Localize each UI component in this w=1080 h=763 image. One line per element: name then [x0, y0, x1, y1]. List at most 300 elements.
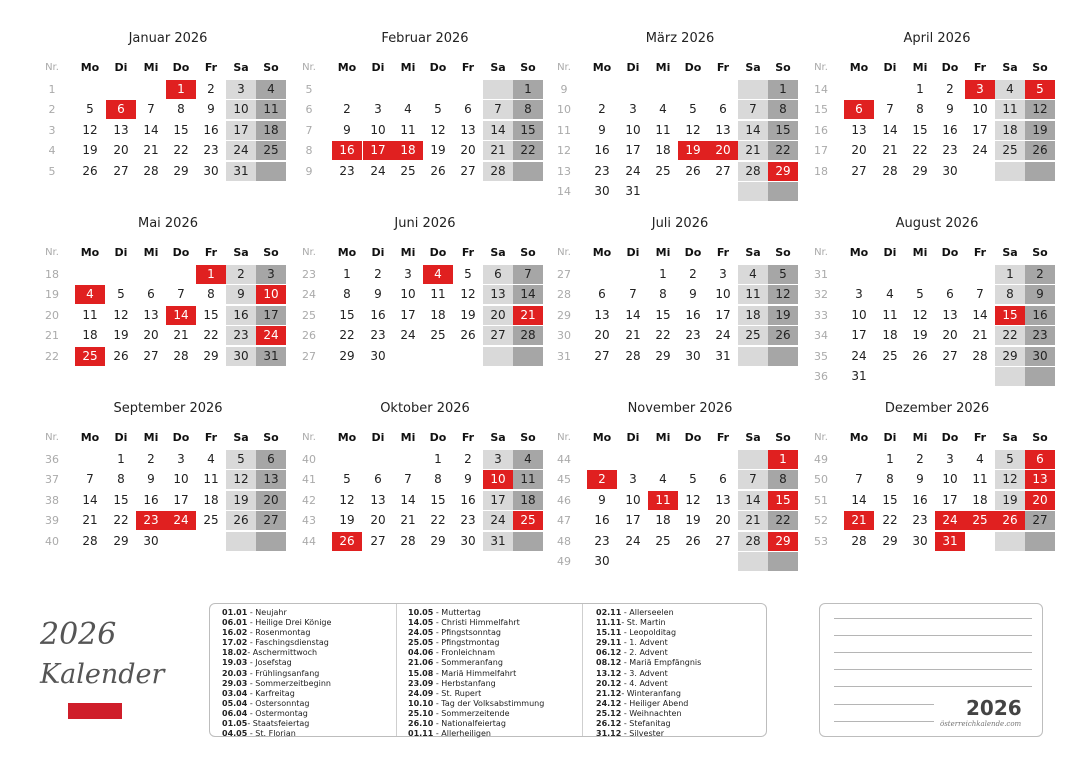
holiday-day: 10 — [483, 470, 513, 489]
weekday-header: Mi — [912, 246, 928, 259]
weekday-header: Mi — [400, 61, 416, 74]
weekend-day: 31 — [226, 162, 256, 181]
calendar-day: 16 — [370, 307, 386, 322]
holiday-name: - Sommerzeitende — [433, 708, 510, 718]
weekend-day: 1 — [513, 80, 543, 99]
weekend-day: 19 — [995, 491, 1025, 510]
calendar-day: 11 — [972, 472, 988, 487]
holiday-name: - Neujahr — [247, 608, 287, 617]
calendar-day: 25 — [655, 533, 671, 548]
calendar-day: 29 — [912, 163, 928, 178]
weekend-day: 26 — [768, 326, 798, 345]
calendar-day: 10 — [173, 472, 189, 487]
week-number: 14 — [557, 185, 571, 198]
weekday-header: Fr — [716, 431, 730, 444]
week-number: 1 — [48, 83, 56, 96]
weekday-header: Sa — [745, 61, 761, 74]
weekday-header: So — [520, 431, 536, 444]
calendar-day: 3 — [629, 102, 637, 117]
calendar-day: 30 — [942, 163, 958, 178]
calendar-day: 15 — [203, 307, 219, 322]
weekend-day: 1 — [768, 80, 798, 99]
holiday-date: 29.11 — [596, 638, 622, 648]
holiday-day: 29 — [768, 162, 798, 181]
weekend-day: 16 — [226, 306, 256, 325]
weekend-day: 18 — [738, 306, 768, 325]
week-number: 19 — [45, 288, 59, 302]
calendar-day: 8 — [207, 287, 215, 302]
month-title: Oktober 2026 — [380, 401, 470, 416]
calendar-day: 8 — [177, 102, 185, 117]
calendar-day: 17 — [400, 307, 416, 322]
calendar-day: 30 — [143, 533, 159, 548]
calendar-day: 2 — [946, 82, 954, 96]
week-number: 13 — [557, 164, 571, 178]
weekend-day: 11 — [513, 470, 543, 489]
holiday-day: 16 — [332, 141, 362, 160]
weekday-header: Mi — [655, 431, 671, 444]
weekend-day: 26 — [1025, 141, 1055, 160]
weekend-day: 3 — [483, 450, 513, 469]
holiday-day: 15 — [995, 306, 1025, 325]
holiday-day: 13 — [1025, 470, 1055, 489]
calendar-day: 29 — [430, 533, 446, 548]
week-number: 53 — [814, 534, 828, 548]
calendar-day: 26 — [113, 348, 129, 363]
calendar-day: 13 — [715, 492, 731, 507]
week-number: 34 — [814, 329, 828, 343]
calendar-day: 8 — [343, 287, 351, 302]
calendar-day: 3 — [374, 102, 382, 117]
holiday-name: - St. Florian — [247, 729, 296, 739]
weekday-header: Fr — [204, 431, 218, 444]
holiday-day: 1 — [166, 80, 196, 99]
calendar-day: 14 — [143, 122, 159, 137]
calendar-day: 12 — [82, 122, 98, 137]
calendar-day: 22 — [339, 328, 355, 343]
holiday-date: 08.12 — [596, 658, 622, 668]
holiday-name: - Pfingstmontag — [433, 638, 500, 648]
calendar-day: 3 — [404, 267, 412, 281]
holiday-entry — [408, 719, 592, 729]
weekday-header: So — [520, 246, 536, 259]
month-block — [295, 0, 555, 185]
holiday-list — [209, 603, 767, 737]
calendar-day: 8 — [659, 287, 667, 302]
calendar-day: 7 — [404, 472, 412, 487]
weekday-header: Nr. — [557, 432, 571, 443]
holiday-name: - Josefstag — [247, 658, 292, 668]
holiday-date: 29.03 — [222, 678, 248, 688]
calendar-day: 1 — [117, 452, 125, 466]
weekday-header: Mo — [849, 431, 869, 444]
notes-box — [819, 603, 1043, 737]
weekend-day: 15 — [513, 121, 543, 140]
calendar-day: 18 — [655, 143, 671, 158]
week-number: 36 — [45, 453, 59, 466]
calendar-day: 7 — [629, 287, 637, 302]
holiday-date: 04.06 — [408, 648, 434, 658]
holiday-name: - St. Rupert — [433, 688, 482, 698]
calendar-day: 28 — [143, 163, 159, 178]
calendar-day: 29 — [339, 348, 355, 363]
holiday-date: 15.08 — [408, 668, 434, 678]
calendar-day: 4 — [886, 287, 894, 302]
calendar-day: 20 — [594, 328, 610, 343]
holiday-name: - Ostermontag — [247, 708, 308, 718]
calendar-day: 12 — [685, 122, 701, 137]
weekday-header: Mo — [592, 61, 612, 74]
calendar-day: 1 — [886, 452, 894, 466]
holiday-date: 20.03 — [222, 668, 248, 678]
calendar-day: 30 — [685, 348, 701, 363]
weekday-header: Mi — [143, 61, 159, 74]
calendar-day: 7 — [976, 287, 984, 302]
weekday-header: Nr. — [814, 62, 828, 73]
calendar-day: 18 — [655, 513, 671, 528]
holiday-column — [596, 608, 780, 739]
calendar-day: 10 — [625, 492, 641, 507]
weekday-header: Fr — [204, 61, 218, 74]
calendar-day: 9 — [598, 492, 606, 507]
calendar-day: 24 — [972, 143, 988, 158]
weekday-header: Mo — [337, 61, 357, 74]
calendar-day: 21 — [882, 143, 898, 158]
weekend-day — [995, 532, 1025, 551]
holiday-date: 24.05 — [408, 628, 434, 638]
calendar-day: 21 — [400, 513, 416, 528]
holiday-name: - Silvester — [621, 729, 664, 739]
holiday-name: - Ostersonntag — [247, 698, 310, 708]
calendar-day: 28 — [972, 348, 988, 363]
weekend-day — [738, 347, 768, 366]
calendar-day: 5 — [434, 102, 442, 117]
calendar-day: 24 — [715, 328, 731, 343]
weekend-day: 25 — [995, 141, 1025, 160]
weekend-day: 16 — [1025, 306, 1055, 325]
holiday-day: 6 — [1025, 450, 1055, 469]
calendar-day: 15 — [912, 122, 928, 137]
weekend-day: 23 — [226, 326, 256, 345]
calendar-day: 9 — [598, 122, 606, 137]
weekday-header: Do — [172, 246, 190, 259]
week-number: 15 — [814, 103, 828, 117]
holiday-entry — [596, 709, 780, 719]
holiday-name: - Allerheiligen — [433, 729, 492, 739]
month-block — [295, 370, 555, 555]
holiday-date: 24.12 — [596, 698, 622, 708]
month-block — [38, 0, 298, 185]
calendar-day: 13 — [460, 122, 476, 137]
weekday-header: Mo — [592, 431, 612, 444]
calendar-day: 18 — [972, 492, 988, 507]
calendar-day: 12 — [113, 307, 129, 322]
calendar-day: 25 — [203, 513, 219, 528]
holiday-name: - Stefanitag — [621, 719, 671, 729]
weekday-header: Di — [626, 431, 640, 444]
calendar-day: 25 — [400, 163, 416, 178]
calendar-day: 2 — [343, 102, 351, 117]
calendar-day: 11 — [82, 307, 98, 322]
holiday-date: 25.05 — [408, 638, 434, 648]
holiday-date: 21.12 — [596, 688, 622, 698]
weekend-day — [483, 80, 513, 99]
calendar-day: 20 — [942, 328, 958, 343]
week-number: 51 — [814, 493, 828, 507]
calendar-day: 16 — [685, 307, 701, 322]
calendar-day: 22 — [430, 513, 446, 528]
calendar-day: 20 — [851, 143, 867, 158]
holiday-date: 26.12 — [596, 719, 622, 729]
calendar-day: 13 — [594, 307, 610, 322]
calendar-day: 23 — [942, 143, 958, 158]
holiday-entry — [222, 618, 406, 628]
holiday-name: - Karfreitag — [247, 688, 295, 698]
calendar-day: 10 — [942, 472, 958, 487]
weekend-day: 10 — [226, 100, 256, 119]
holiday-date: 13.12 — [596, 668, 622, 678]
month-title: November 2026 — [627, 401, 733, 416]
holiday-day: 29 — [768, 532, 798, 551]
holiday-entry — [222, 719, 406, 729]
calendar-day: 16 — [594, 143, 610, 158]
holiday-name: - Tag der Volksabstimmung — [433, 698, 545, 708]
holiday-entry — [408, 669, 592, 679]
weekend-day — [226, 532, 256, 551]
weekend-day: 11 — [256, 100, 286, 119]
note-line — [834, 686, 1032, 687]
week-number: 31 — [557, 349, 571, 363]
weekend-day — [256, 162, 286, 181]
holiday-name: - Herbstanfang — [433, 678, 496, 688]
week-number: 49 — [814, 453, 828, 466]
calendar-day: 17 — [942, 492, 958, 507]
weekday-header: Mi — [912, 61, 928, 74]
week-number: 29 — [557, 308, 571, 322]
month-block — [295, 185, 555, 370]
calendar-day: 5 — [86, 102, 94, 117]
weekend-day: 22 — [768, 141, 798, 160]
holiday-date: 31.12 — [596, 729, 622, 739]
weekday-header: Fr — [973, 431, 987, 444]
weekday-header: Fr — [973, 61, 987, 74]
week-number: 42 — [302, 493, 316, 507]
calendar-day: 7 — [86, 472, 94, 487]
calendar-day: 10 — [370, 122, 386, 137]
week-number: 27 — [302, 349, 316, 363]
holiday-day: 21 — [844, 511, 874, 530]
calendar-day: 6 — [598, 287, 606, 302]
week-number: 40 — [45, 534, 59, 548]
weekend-day: 28 — [738, 162, 768, 181]
calendar-day: 21 — [972, 328, 988, 343]
calendar-day: 9 — [946, 102, 954, 117]
calendar-day: 30 — [203, 163, 219, 178]
week-number: 24 — [302, 288, 316, 302]
holiday-entry — [596, 689, 780, 699]
calendar-day: 30 — [370, 348, 386, 363]
weekend-day: 14 — [513, 285, 543, 304]
weekend-day: 6 — [256, 450, 286, 469]
calendar-day: 28 — [400, 533, 416, 548]
weekday-header: Fr — [204, 246, 218, 259]
weekend-day: 7 — [483, 100, 513, 119]
calendar-day: 24 — [625, 163, 641, 178]
holiday-day: 31 — [935, 532, 965, 551]
calendar-day: 5 — [343, 472, 351, 487]
calendar-day: 25 — [882, 348, 898, 363]
weekday-header: Di — [883, 431, 897, 444]
holiday-entry — [408, 638, 592, 648]
weekday-header: Do — [684, 431, 702, 444]
weekend-day — [513, 532, 543, 551]
holiday-name: - Leopolditag — [621, 628, 677, 638]
week-number: 12 — [557, 144, 571, 158]
calendar-day: 10 — [625, 122, 641, 137]
calendar-day: 24 — [851, 348, 867, 363]
calendar-day: 9 — [343, 122, 351, 137]
holiday-date: 23.09 — [408, 678, 434, 688]
weekday-header: Sa — [490, 246, 506, 259]
calendar-day: 18 — [430, 307, 446, 322]
calendar-day: 30 — [460, 533, 476, 548]
holiday-day: 4 — [75, 285, 105, 304]
calendar-day: 27 — [715, 163, 731, 178]
holiday-date: 01.11 — [408, 729, 434, 739]
week-number: 5 — [305, 83, 313, 96]
calendar-day: 1 — [916, 82, 924, 96]
calendar-day: 25 — [655, 163, 671, 178]
week-number: 9 — [560, 83, 568, 96]
weekday-header: Do — [684, 246, 702, 259]
calendar-day: 11 — [655, 122, 671, 137]
holiday-day: 20 — [708, 141, 738, 160]
holiday-date: 20.12 — [596, 678, 622, 688]
calendar-day: 13 — [715, 122, 731, 137]
calendar-day: 30 — [912, 533, 928, 548]
calendar-day: 28 — [625, 348, 641, 363]
calendar-day: 31 — [715, 348, 731, 363]
holiday-entry — [222, 628, 406, 638]
calendar-day: 19 — [685, 513, 701, 528]
holiday-date: 06.01 — [222, 618, 248, 628]
weekday-header: Nr. — [45, 247, 59, 258]
calendar-day: 12 — [685, 492, 701, 507]
calendar-day: 31 — [851, 369, 867, 383]
holiday-day: 1 — [196, 265, 226, 284]
calendar-day: 5 — [117, 287, 125, 302]
month-block — [38, 370, 298, 555]
calendar-day: 2 — [598, 102, 606, 117]
weekday-header: Di — [114, 61, 128, 74]
holiday-entry — [408, 679, 592, 689]
holiday-day: 17 — [363, 141, 393, 160]
holiday-entry — [222, 669, 406, 679]
holiday-date: 21.06 — [408, 658, 434, 668]
calendar-day: 26 — [82, 163, 98, 178]
holiday-name: - Weihnachten — [621, 708, 682, 718]
week-number: 11 — [557, 123, 571, 137]
weekend-day: 20 — [256, 491, 286, 510]
weekday-header: Fr — [461, 431, 475, 444]
calendar-day: 29 — [173, 163, 189, 178]
holiday-day: 1 — [768, 450, 798, 469]
weekend-day: 13 — [256, 470, 286, 489]
holiday-date: 16.02 — [222, 628, 248, 638]
calendar-day: 13 — [370, 492, 386, 507]
holiday-name: - Sommerzeitbeginn — [247, 678, 331, 688]
calendar-day: 10 — [715, 287, 731, 302]
holiday-day: 24 — [256, 326, 286, 345]
calendar-day: 26 — [460, 328, 476, 343]
month-block — [807, 185, 1067, 383]
month-block — [807, 370, 1067, 555]
weekday-header: Di — [626, 61, 640, 74]
week-number: 44 — [557, 453, 571, 466]
weekend-day: 5 — [768, 265, 798, 284]
week-number: 20 — [45, 308, 59, 322]
weekend-day: 14 — [738, 491, 768, 510]
weekday-header: Mo — [337, 431, 357, 444]
weekend-day: 2 — [1025, 265, 1055, 284]
calendar-day: 3 — [629, 472, 637, 487]
calendar-day: 26 — [685, 533, 701, 548]
week-number: 17 — [814, 144, 828, 158]
weekend-day: 19 — [226, 491, 256, 510]
holiday-name: - Muttertag — [433, 608, 481, 617]
week-number: 48 — [557, 534, 571, 548]
holiday-name: - Nationalfeiertag — [433, 719, 506, 729]
holiday-date: 18.02 — [222, 648, 248, 658]
holiday-name: - Heiliger Abend — [621, 698, 689, 708]
weekday-header: Do — [429, 61, 447, 74]
holiday-entry — [222, 709, 406, 719]
week-number: 28 — [557, 288, 571, 302]
week-number: 14 — [814, 83, 828, 96]
holiday-day: 6 — [106, 100, 136, 119]
calendar-day: 21 — [173, 328, 189, 343]
calendar-day: 14 — [82, 492, 98, 507]
calendar-day: 29 — [113, 533, 129, 548]
calendar-day: 14 — [400, 492, 416, 507]
legend-year: 2026 — [40, 617, 117, 652]
calendar-day: 19 — [113, 328, 129, 343]
calendar-day: 3 — [177, 452, 185, 466]
weekend-day: 5 — [995, 450, 1025, 469]
calendar-day: 2 — [207, 82, 215, 96]
calendar-day: 14 — [972, 307, 988, 322]
month-title: Mai 2026 — [137, 216, 198, 231]
calendar-day: 1 — [434, 452, 442, 466]
holiday-entry — [596, 699, 780, 709]
month-title: Januar 2026 — [128, 31, 208, 46]
holiday-entry — [596, 648, 780, 658]
weekend-day: 26 — [226, 511, 256, 530]
calendar-day: 22 — [655, 328, 671, 343]
note-line — [834, 721, 934, 722]
weekday-header: Sa — [233, 246, 249, 259]
calendar-day: 10 — [851, 307, 867, 322]
holiday-entry — [596, 719, 780, 729]
week-number: 10 — [557, 103, 571, 117]
weekday-header: So — [520, 61, 536, 74]
weekday-header: Mi — [655, 246, 671, 259]
calendar-day: 6 — [464, 102, 472, 117]
holiday-day: 25 — [965, 511, 995, 530]
calendar-day: 7 — [147, 102, 155, 117]
week-number: 37 — [45, 473, 59, 487]
holiday-date: 15.11 — [596, 628, 622, 638]
